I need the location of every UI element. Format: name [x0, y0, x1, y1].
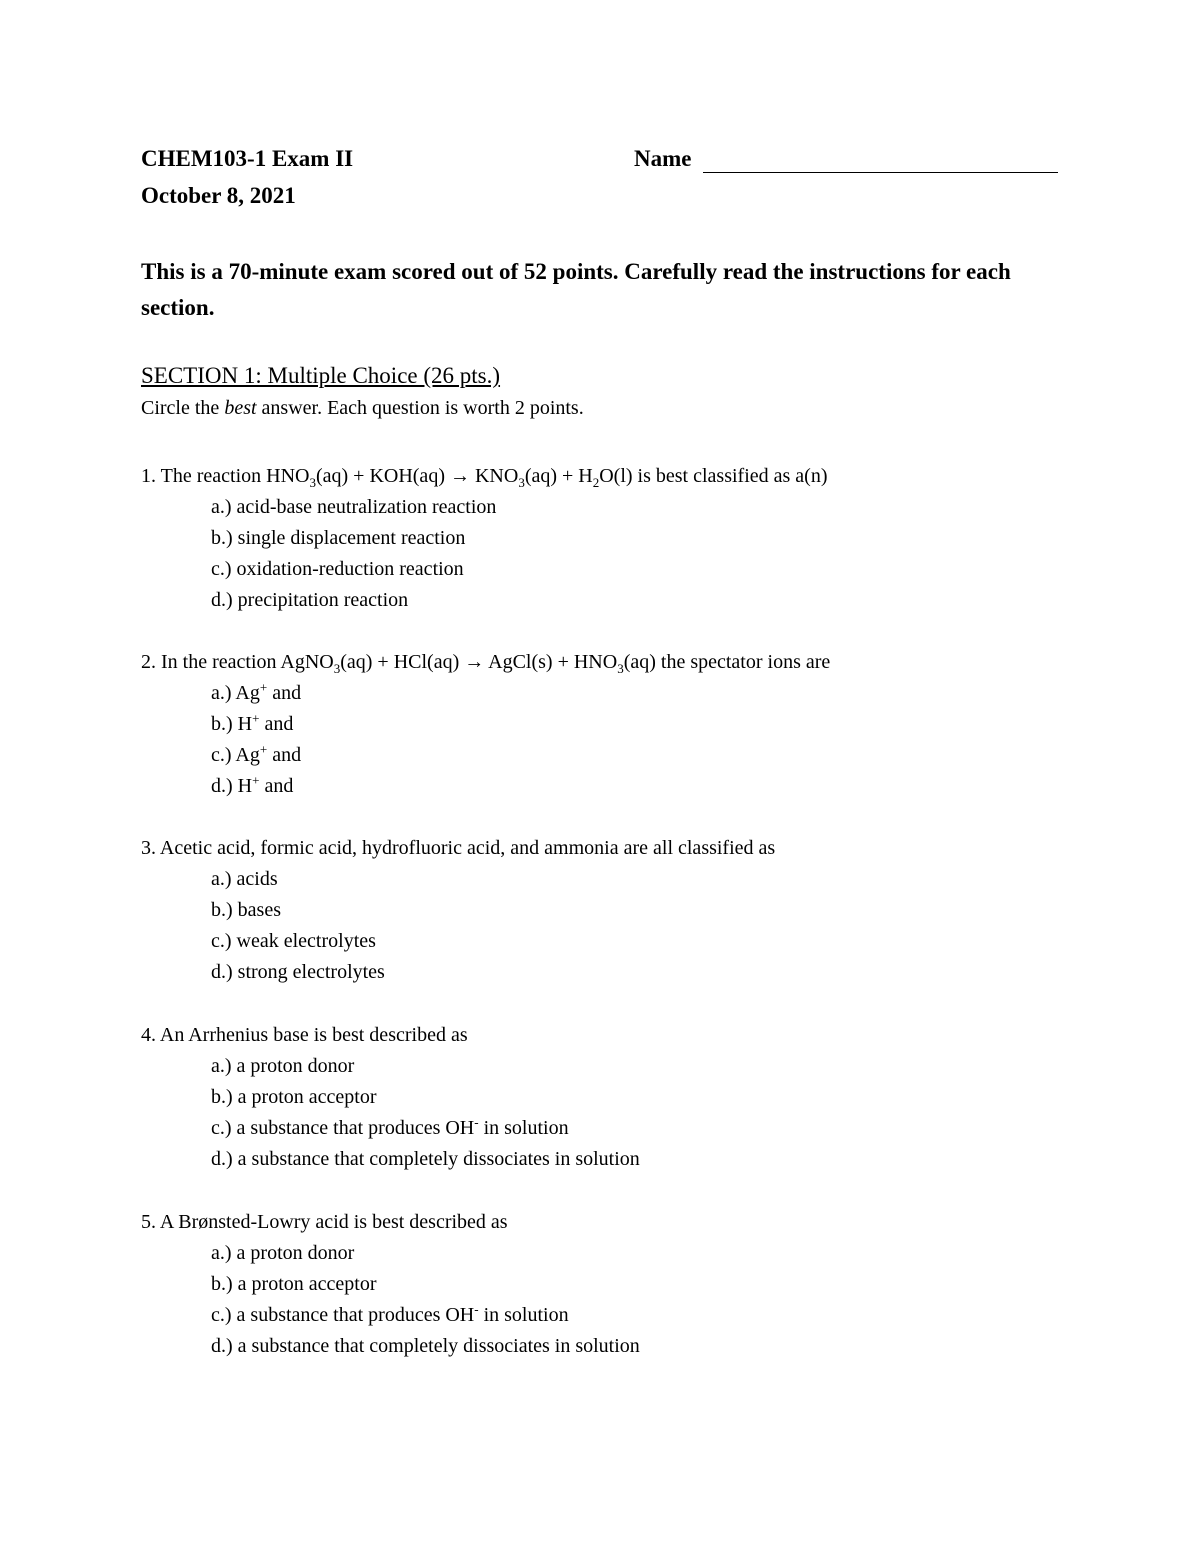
- question-stem: 1. The reaction $HNO_3(aq) + KOH(aq) \to KNO_3(aq) + H_2O(l)$ is best classified as a(n): [141, 465, 828, 490]
- answer-option-a[interactable]: a.) acids: [211, 868, 278, 890]
- instr-text-post: answer. Each question is worth 2 points.: [256, 397, 584, 419]
- answer-option-c[interactable]: c.) a substance that produces OH- in solution: [211, 1301, 569, 1326]
- answer-option-b[interactable]: b.) single displacement reaction: [211, 527, 466, 549]
- instr-text-pre: Circle the: [141, 397, 225, 419]
- question-1: [141, 461, 828, 616]
- exam-date: October 8, 2021: [141, 183, 296, 208]
- name-blank-line[interactable]: [703, 172, 1058, 173]
- question-2: [141, 647, 830, 802]
- answer-option-d[interactable]: d.) a substance that completely dissociates in solution: [211, 1148, 640, 1170]
- question-stem: 2. In the reaction AgNO$_3$(aq) + HCl(aq) → AgCl(s) + $HNO_3(aq)$ the spectator ions are: [141, 651, 831, 676]
- question-5: [141, 1207, 640, 1362]
- answer-option-a[interactable]: a.) a proton donor: [211, 1242, 355, 1264]
- question-stem: 3. Acetic acid, formic acid, hydrofluoric acid, and ammonia are all classified as: [141, 837, 776, 859]
- question-4: [141, 1020, 640, 1175]
- answer-option-d[interactable]: d.) strong electrolytes: [211, 961, 385, 983]
- section-heading: SECTION 1: Multiple Choice (26 pts.): [141, 363, 501, 388]
- answer-option-d[interactable]: d.) precipitation reaction: [211, 589, 409, 611]
- answer-option-a[interactable]: a.) a proton donor: [211, 1055, 355, 1077]
- exam-instructions: This is a 70-minute exam scored out of 52 points. Carefully read the instructions for each section.: [141, 259, 1011, 320]
- answer-option-d[interactable]: d.) H+ and: [211, 772, 294, 797]
- question-3: [141, 833, 775, 988]
- answer-option-c[interactable]: c.) a substance that produces OH- in solution: [211, 1114, 569, 1139]
- answer-option-a[interactable]: a.) acid-base neutralization reaction: [211, 496, 497, 518]
- answer-option-d[interactable]: d.) a substance that completely dissociates in solution: [211, 1335, 640, 1357]
- answer-option-b[interactable]: b.) bases: [211, 899, 281, 921]
- question-stem: 4. An Arrhenius base is best described as: [141, 1024, 468, 1046]
- name-label: Name: [634, 146, 692, 171]
- course-title: CHEM103-1 Exam II: [141, 146, 354, 171]
- question-stem: 5. A Brønsted-Lowry acid is best described as: [141, 1211, 508, 1233]
- answer-option-c[interactable]: c.) Ag+ and: [211, 741, 302, 766]
- answer-option-c[interactable]: c.) oxidation-reduction reaction: [211, 558, 464, 580]
- answer-option-c[interactable]: c.) weak electrolytes: [211, 930, 376, 952]
- answer-option-b[interactable]: b.) a proton acceptor: [211, 1086, 377, 1108]
- answer-option-a[interactable]: a.) Ag+ and: [211, 679, 302, 704]
- answer-option-b[interactable]: b.) a proton acceptor: [211, 1273, 377, 1295]
- instr-emphasis: best: [224, 397, 257, 419]
- section-instructions: [141, 397, 584, 420]
- answer-option-b[interactable]: b.) H+ and: [211, 710, 294, 735]
